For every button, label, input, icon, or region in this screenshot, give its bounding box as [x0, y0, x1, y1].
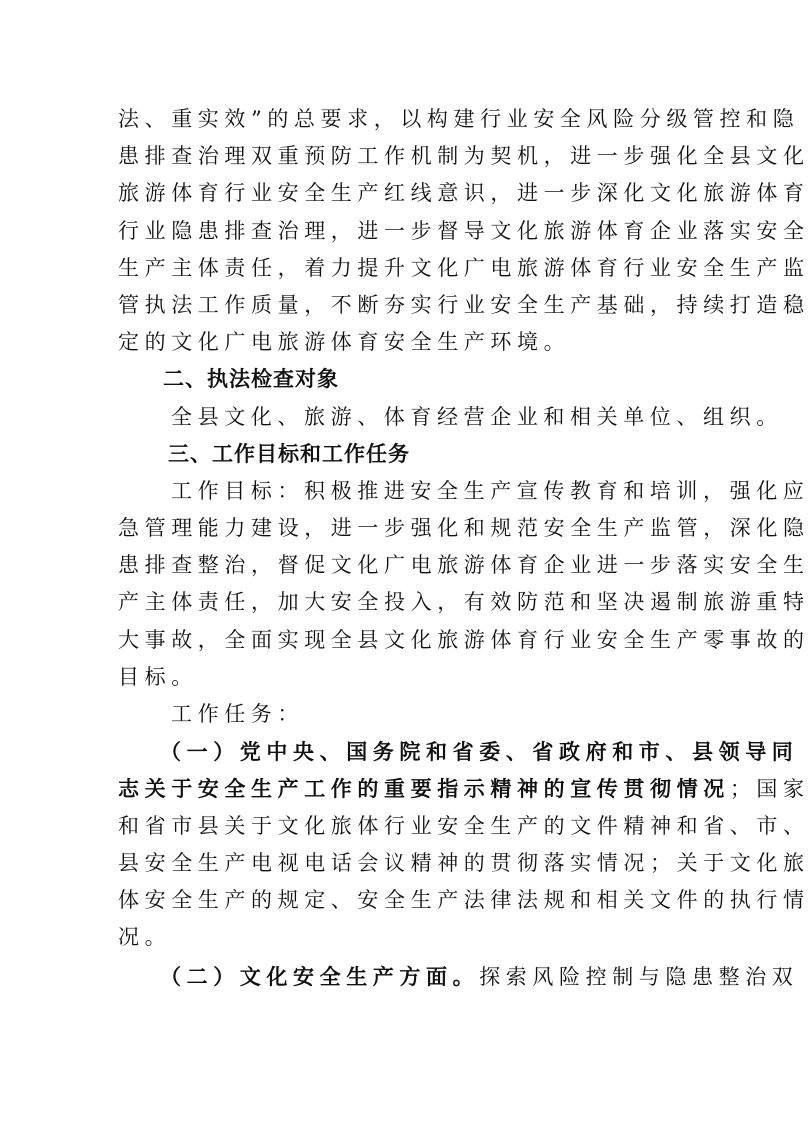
task1-bold-text: （一）党中央、国务院和省委、省政府和市、县领导同 — [160, 739, 799, 765]
section-heading-goals-tasks: 三、工作目标和工作任务 — [168, 441, 410, 466]
text-line — [118, 733, 799, 770]
text-line: 大事故，全面实现全县文化旅游体育行业安全生产零事故的 — [118, 627, 810, 652]
text-line — [118, 958, 799, 995]
text-line: 和省市县关于文化旅体行业安全生产的文件精神和省、市、 — [118, 813, 810, 838]
document-page — [118, 101, 810, 996]
text-line: 体安全生产的规定、安全生产法律法规和相关文件的执行情 — [118, 887, 810, 912]
text-line: 急管理能力建设，进一步强化和规范安全生产监管，深化隐 — [118, 516, 810, 541]
text-line: 行业隐患排查治理，进一步督导文化旅游体育企业落实安全 — [118, 218, 810, 243]
section-heading-inspection-targets: 二、执法检查对象 — [163, 367, 339, 392]
goal-paragraph — [118, 473, 810, 696]
text-line: 患排查治理双重预防工作机制为契机，进一步强化全县文化 — [118, 144, 810, 169]
text-line: 生产主体责任，着力提升文化广电旅游体育行业安全生产监 — [118, 255, 810, 280]
text-line: 患排查整治，督促文化广电旅游体育企业进一步落实安全生 — [118, 553, 810, 578]
task2-text: 探索风险控制与隐患整治双 — [479, 965, 799, 990]
task1-text: ；国家 — [729, 777, 810, 802]
intro-paragraph — [118, 101, 810, 361]
text-line: 法、重实效”的总要求，以构建行业安全风险分级管控和隐 — [118, 107, 800, 131]
inspection-targets-text: 全县文化、旅游、体育经营企业和相关单位、组织。 — [171, 404, 783, 429]
text-line — [118, 770, 810, 807]
text-line: 定的文化广电旅游体育安全生产环境。 — [118, 330, 571, 355]
task-item-2 — [118, 958, 799, 995]
task-item-1 — [118, 733, 810, 956]
text-line: 县安全生产电视电话会议精神的贯彻落实情况；关于文化旅 — [118, 850, 810, 875]
text-line: 工作目标：积极推进安全生产宣传教育和培训，强化应 — [171, 478, 810, 503]
tasks-label: 工作任务： — [171, 702, 304, 726]
text-line: 产主体责任，加大安全投入，有效防范和坚决遏制旅游重特 — [118, 590, 810, 615]
text-line: 况。 — [118, 925, 172, 950]
text-line: 目标。 — [118, 664, 198, 689]
text-line: 旅游体育行业安全生产红线意识，进一步深化文化旅游体育 — [118, 181, 810, 206]
task2-bold-text: （二）文化安全生产方面。 — [160, 964, 480, 990]
task1-bold-text: 志关于安全生产工作的重要指示精神的宣传贯彻情况 — [118, 776, 730, 802]
text-line: 管执法工作质量，不断夯实行业安全生产基础，持续打造稳 — [118, 292, 810, 317]
